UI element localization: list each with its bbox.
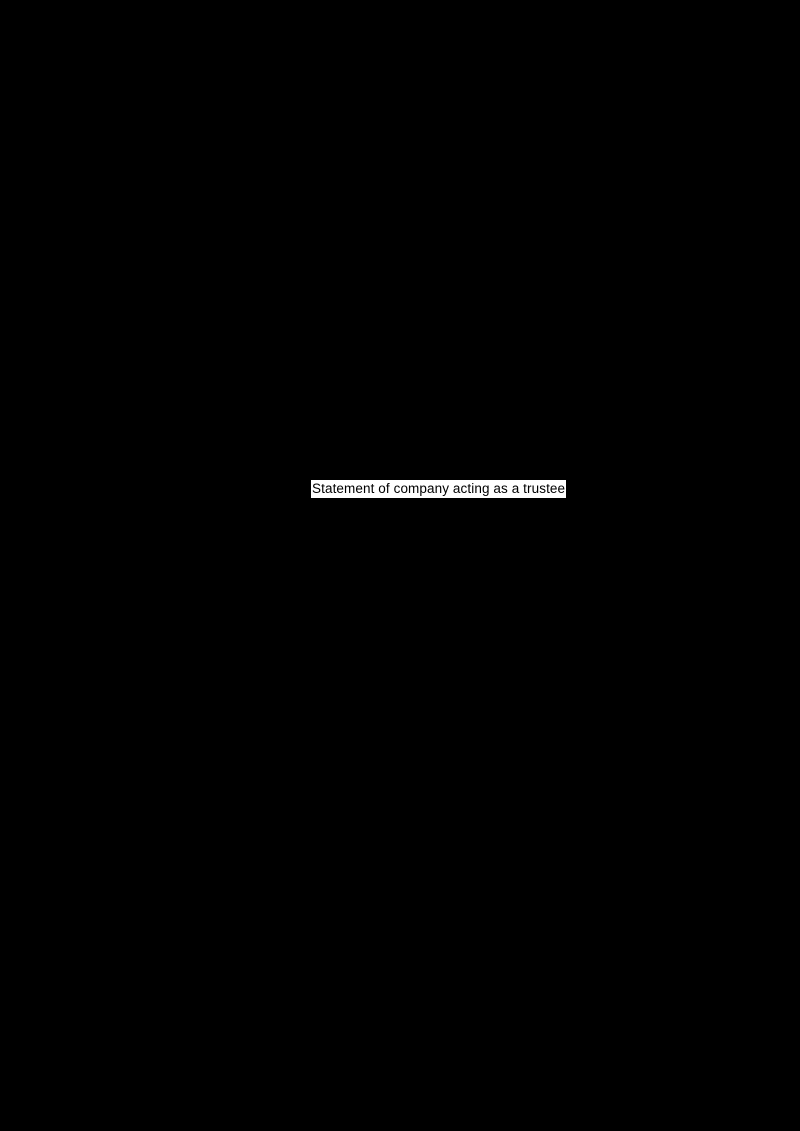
highlighted-text-line: Statement of company acting as a trustee: [312, 481, 566, 496]
